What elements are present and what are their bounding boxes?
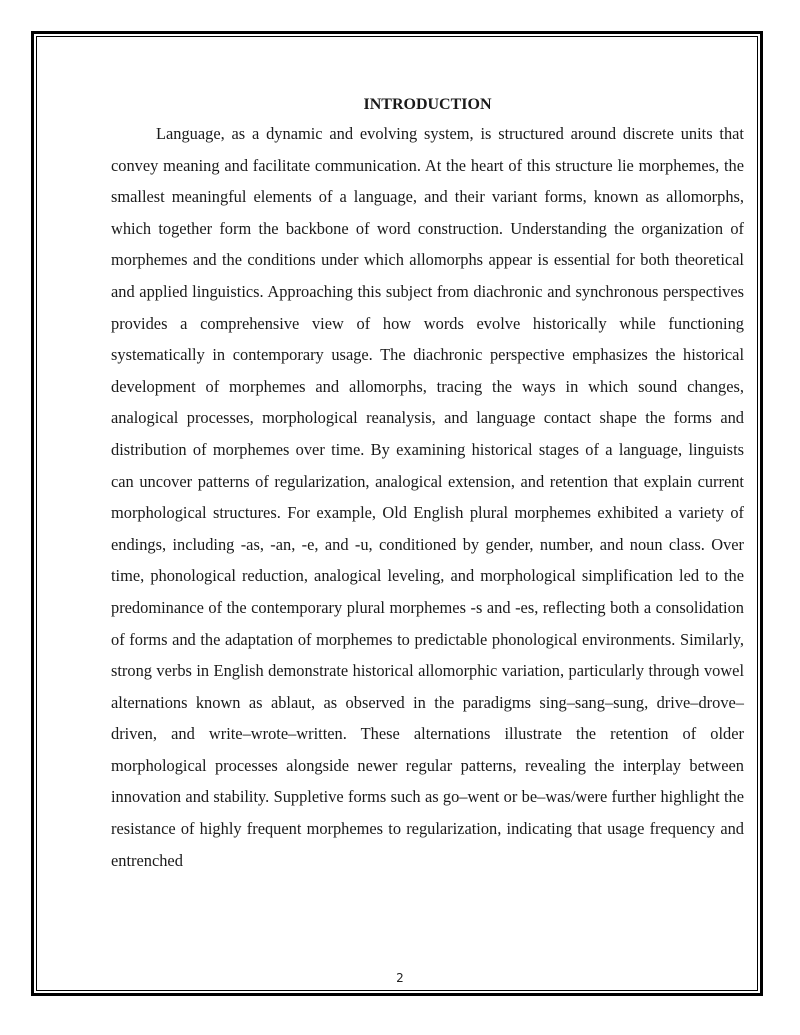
body-paragraph: Language, as a dynamic and evolving system, is structured around discrete units that convey meaning and facilitate communication. At the heart of this structure lie morphemes, the smallest meaningful elements of a language, and their variant forms, known as allomorphs, which together form the backbone of word construction. Understanding the organization of morphemes and the conditions under which allomorphs appear is essential for both theoretical and applied linguistics. Approaching this subject from diachronic and synchronous perspectives provides a comprehensive view of how words evolve historically while functioning systematically in contemporary usage. The diachronic perspective emphasizes the historical development of morphemes and allomorphs, tracing the ways in which sound changes, analogical processes, morphological reanalysis, and language contact shape the forms and distribution of morphemes over time. By examining historical stages of a language, linguists can uncover patterns of regularization, analogical extension, and retention that explain current morphological structures. For example, Old English plural morphemes exhibited a variety of endings, including -as, -an, -e, and -u, conditioned by gender, number, and noun class. Over time, phonological reduction, analogical leveling, and morphological simplification led to the predominance of the contemporary plural morphemes -s and -es, reflecting both a consolidation of forms and the adaptation of morphemes to predictable phonological environments. Similarly, strong verbs in English demonstrate historical allomorphic variation, particularly through vowel alternations known as ablaut, as observed in the paradigms sing–sang–sung, drive–drove–driven, and write–wrote–written. These alternations illustrate the retention of older morphological processes alongside newer regular patterns, revealing the interplay between innovation and stability. Suppletive forms such as go–went or be–was/were further highlight the resistance of highly frequent morphemes to regularization, indicating that usage frequency and entrenched [111, 124, 744, 870]
page-content [111, 92, 744, 876]
page-number: 2 [396, 971, 404, 985]
page-title: INTRODUCTION [363, 96, 492, 113]
